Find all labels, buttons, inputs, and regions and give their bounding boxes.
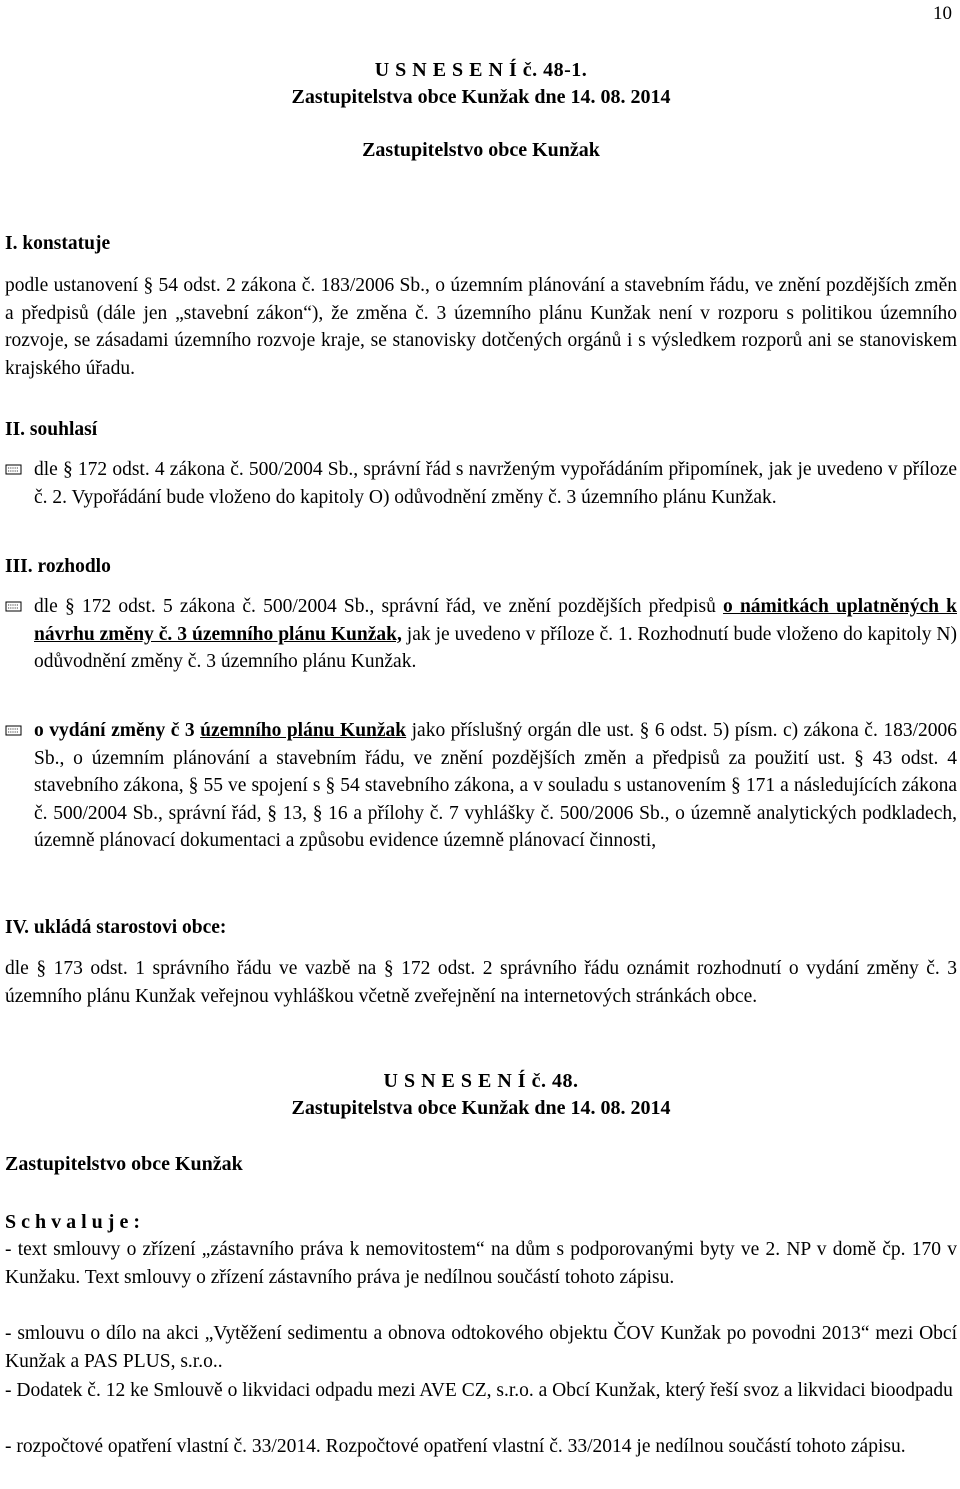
rozhodlo-item2-bold: o vydání změny č 3 <box>34 720 201 741</box>
section-heading-rozhodlo: III. rozhodlo <box>5 556 111 577</box>
resolution2-council-name: Zastupitelstvo obce Kunžak <box>5 1153 243 1175</box>
resolution2-subtitle: Zastupitelstva obce Kunžak dne 14. 08. 2014 <box>291 1097 671 1119</box>
rozhodlo-item1-bold: o námitkách uplatněných k návrhu změny č. 3 územního plánu Kunžak, <box>34 596 957 645</box>
schvaluje-heading: S c h v a l u j e : <box>5 1211 140 1233</box>
keyboard-bullet-icon <box>5 721 23 741</box>
list-item: - text smlouvy o zřízení „zástavního práva k nemovitostem“ na dům s podporovanými byty ve 2. NP v domě čp. 170 v Kunžaku. Text smlouvy o zřízení zástavního práva je nedílnou součástí tohoto zápisu. <box>5 1239 957 1288</box>
resolution2-title: U S N E S E N Í č. 48. <box>383 1070 579 1092</box>
section-heading-uklada: IV. ukládá starostovi obce: <box>5 917 227 938</box>
council-name: Zastupitelstvo obce Kunžak <box>362 139 600 161</box>
rozhodlo-item2-post: jako příslušný orgán dle ust. § 6 odst. 5) písm. c) zákona č. 183/2006 Sb., o územním plánování a stavebním řádu, ve znění pozdějších změn a předpisů za použití ust. § 43 odst. 4 stavebního zákona, § 55 ve spojení s § 54 stavebního zákona, a v souladu s ustanovením § 171 a následujících zákona č. 500/2004 Sb., správní řád, § 13, § 16 a přílohy č. 7 vyhlášky č. 500/2006 Sb., o územně analytických podkladech, územně plánovací dokumentaci a způsobu evidence územně plánovací činnosti, <box>34 720 957 851</box>
rozhodlo-item1-post: jak je uvedeno v příloze č. 1. Rozhodnutí bude vloženo do kapitoly N) odůvodnění změny č. 3 územního plánu Kunžak. <box>34 623 957 672</box>
section-text-konstatuje: podle ustanovení § 54 odst. 2 zákona č. 183/2006 Sb., o územním plánování a stavebním řádu, ve znění pozdějších změn a předpisů (dále jen „stavební zákon“), že změna č. 3 územního plánu Kunžak není v rozporu s politikou územního rozvoje, se zásadami územního rozvoje kraje, se stanovisky dotčených orgánů i s výsledkem rozporů ani se stanoviskem krajského úřadu. <box>5 275 957 379</box>
resolution-title: U S N E S E N Í č. 48-1. <box>374 59 588 81</box>
keyboard-bullet-icon <box>5 460 23 480</box>
list-item: - rozpočtové opatření vlastní č. 33/2014. Rozpočtové opatření vlastní č. 33/2014 je nedílnou součástí tohoto zápisu. <box>5 1436 906 1457</box>
section-heading-souhlasi: II. souhlasí <box>5 419 98 440</box>
rozhodlo-item-vydani <box>34 717 957 855</box>
list-item <box>5 717 957 855</box>
rozhodlo-item1-pre: dle § 172 odst. 5 zákona č. 500/2004 Sb., správní řád, ve znění pozdějších předpisů <box>34 596 724 617</box>
rozhodlo-item-namitky <box>34 593 957 676</box>
section-heading-konstatuje: I. konstatuje <box>5 233 111 254</box>
rozhodlo-item2-underlined: územního plánu Kunžak <box>200 720 407 741</box>
list-item <box>5 456 957 511</box>
page-number: 10 <box>933 3 952 24</box>
resolution-subtitle: Zastupitelstva obce Kunžak dne 14. 08. 2014 <box>291 86 671 108</box>
list-item: - Dodatek č. 12 ke Smlouvě o likvidaci odpadu mezi AVE CZ, s.r.o. a Obcí Kunžak, který řeší svoz a likvidaci bioodpadu <box>5 1380 953 1401</box>
list-item <box>5 593 957 676</box>
list-item: - smlouvu o dílo na akci „Vytěžení sedimentu a obnova odtokového objektu ČOV Kunžak po povodni 2013“ mezi Obcí Kunžak a PAS PLUS, s.r.o.. <box>5 1323 957 1372</box>
souhlasi-item-text: dle § 172 odst. 4 zákona č. 500/2004 Sb., správní řád s navrženým vypořádáním připomínek, jak je uvedeno v příloze č. 2. Vypořádání bude vloženo do kapitoly O) odůvodnění změny č. 3 územního plánu Kunžak. <box>34 459 957 508</box>
section-text-uklada: dle § 173 odst. 1 správního řádu ve vazbě na § 172 odst. 2 správního řádu oznámit rozhodnutí o vydání změny č. 3 územního plánu Kunžak veřejnou vyhláškou včetně zveřejnění na internetových stránkách obce. <box>5 958 957 1007</box>
keyboard-bullet-icon <box>5 597 23 617</box>
